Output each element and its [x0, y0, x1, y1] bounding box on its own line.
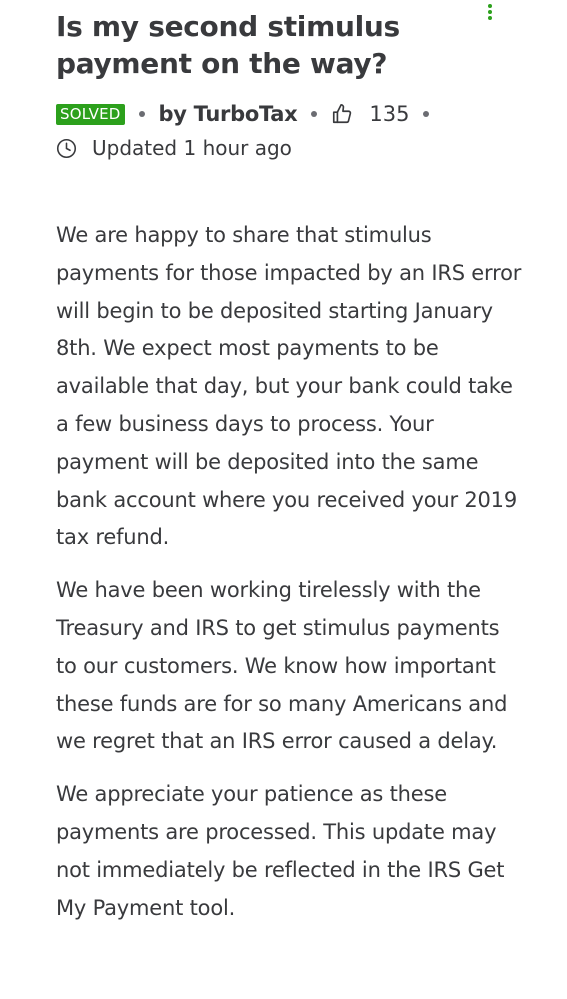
clock-icon: [56, 138, 77, 159]
thumbs-up-icon[interactable]: [331, 103, 353, 125]
likes-count: 135: [369, 102, 410, 126]
post-paragraph: We are happy to share that stimulus payments for those impacted by an IRS error will begin to be deposited starting January 8th. We expect most payments to be available that day, but your bank could take a few business days to process. Your payment will be deposited into the same bank account where you received your 2019 tax refund.: [56, 223, 522, 550]
separator-dot: [311, 111, 317, 117]
solved-status-badge: SOLVED: [56, 104, 125, 125]
separator-dot: [139, 111, 145, 117]
post-meta: [56, 101, 526, 127]
post-container: [56, 0, 526, 942]
author-link[interactable]: by TurboTax: [158, 102, 298, 126]
post-title: Is my second stimulus payment on the way?: [56, 10, 400, 80]
updated-timestamp: Updated 1 hour ago: [92, 136, 292, 160]
post-paragraph: We have been working tirelessly with the Treasury and IRS to get stimulus payments to our customers. We know how important these funds are for so many Americans and we regret that an IRS error caused a delay.: [56, 578, 508, 754]
updated-row: [56, 135, 526, 161]
separator-dot: [423, 111, 429, 117]
post-paragraph: We appreciate your patience as these payments are processed. This update may not immediately be reflected in the IRS Get My Payment tool.: [56, 782, 505, 920]
post-body: [56, 217, 526, 927]
